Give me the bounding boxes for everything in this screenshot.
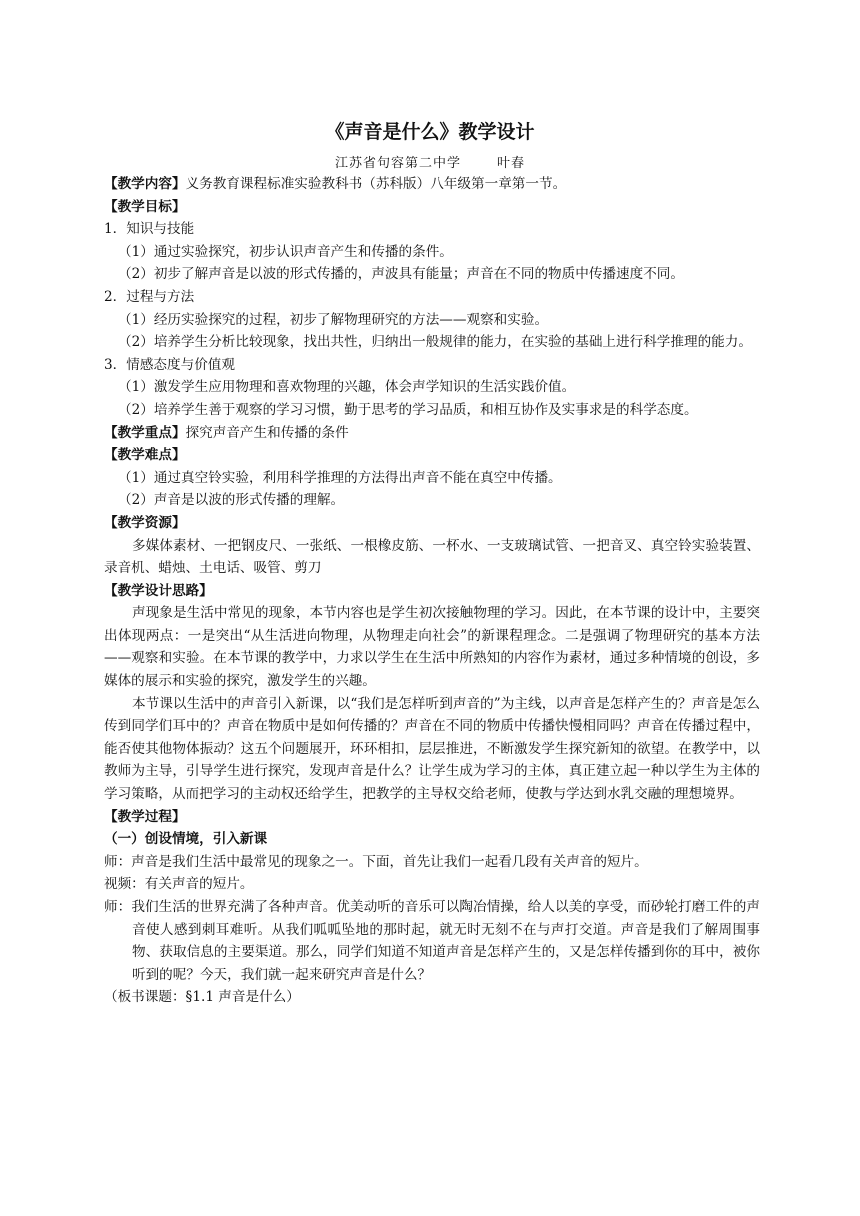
goal-1-item-1: （1）通过实验探究，初步认识声音产生和传播的条件。	[118, 243, 453, 260]
difficulty-heading: 【教学难点】	[104, 447, 186, 464]
key-point-text: 探究声音产生和传播的条件	[185, 424, 349, 441]
author-line	[0, 152, 860, 171]
video-line: 视频：有关声音的短片。	[104, 876, 254, 893]
teaching-content-heading: 【教学内容】	[104, 176, 186, 192]
teaching-content-line	[104, 173, 760, 196]
goal-3-heading: 3．情感态度与价值观	[104, 356, 235, 373]
goal-3-item-2: （2）培养学生善于观察的学习习惯，勤于思考的学习品质，和相互协作及实事求是的科学态度。	[118, 401, 698, 418]
teacher-line-2: 师：我们生活的世界充满了各种声音。优美动听的音乐可以陶冶情操，给人以美的享受，而砂轮打磨工件的声音使人感到刺耳难听。从我们呱呱坠地的那时起，就无时无刻不在与声打交道。声音是我们了解周围事物、获取信息的主要渠道。那么，同学们知道不知道声音是怎样产生的，又是怎样传播到你的耳中，被你听到的呢？今天，我们就一起来研究声音是什么？	[104, 899, 760, 983]
goal-3-item-1: （1）激发学生应用物理和喜欢物理的兴趣，体会声学知识的生活实践价值。	[118, 379, 576, 396]
goal-2-item-1: （1）经历实验探究的过程，初步了解物理研究的方法——观察和实验。	[118, 311, 549, 328]
process-heading: 【教学过程】	[104, 808, 186, 825]
design-idea-paragraph-2: 本节课以生活中的声音引入新课，以“我们是怎样听到声音的”为主线，以声音是怎样产生的？声音是怎么传到同学们耳中的？声音在物质中是如何传播的？声音在不同的物质中传播快慢相同吗？声音在传播过程中，能否使其他物体振动？这五个问题展开，环环相扣，层层推进，不断激发学生探究新知的欲望。在教学中，以教师为主导，引导学生进行探究，发现声音是什么？让学生成为学习的主体，真正建立起一种以学生为主体的学习策略，从而把学习的主动权还给学生，把教学的主导权交给老师，使教与学达到水乳交融的理想境界。	[104, 695, 760, 803]
resources-text: 多媒体素材、一把钢皮尺、一张纸、一根橡皮筋、一杯水、一支玻璃试管、一把音叉、真空铃实验装置、录音机、蜡烛、土电话、吸管、剪刀	[104, 537, 760, 577]
teacher-line-1: 师：声音是我们生活中最常见的现象之一。下面，首先让我们一起看几段有关声音的短片。	[104, 853, 648, 870]
process-section-1-heading: （一）创设情境，引入新课	[104, 831, 268, 848]
goal-2-item-2: （2）培养学生分析比较现象，找出共性，归纳出一般规律的能力，在实验的基础上进行科学推理的能力。	[118, 334, 752, 351]
teaching-content-text: 义务教育课程标准实验教科书（苏科版）八年级第一章第一节。	[185, 176, 567, 192]
difficulty-item-1: （1）通过真空铃实验，利用科学推理的方法得出声音不能在真空中传播。	[118, 469, 562, 486]
design-idea-paragraph-1: 声现象是生活中常见的现象，本节内容也是学生初次接触物理的学习。因此，在本节课的设计中，主要突出体现两点：一是突出“从生活进向物理，从物理走向社会”的新课程理念。二是强调了物理研究的基本方法——观察和实验。在本节课的教学中，力求以学生在生活中所熟知的内容作为素材，通过多种情境的创设，多媒体的展示和实验的探究，激发学生的兴趣。	[104, 605, 760, 690]
design-idea-heading: 【教学设计思路】	[104, 582, 213, 599]
author-name: 叶春	[497, 156, 526, 171]
resources-heading: 【教学资源】	[104, 514, 186, 531]
key-point-heading: 【教学重点】	[104, 424, 186, 441]
author-school: 江苏省句容第二中学	[334, 156, 461, 171]
difficulty-item-2: （2）声音是以波的形式传播的理解。	[118, 492, 345, 509]
teaching-goals-heading: 【教学目标】	[104, 198, 186, 215]
goal-1-heading: 1．知识与技能	[104, 221, 195, 238]
document-title: 《声音是什么》教学设计	[325, 121, 535, 143]
key-point-line	[104, 422, 760, 445]
goal-2-heading: 2．过程与方法	[104, 288, 195, 305]
goal-1-item-2: （2）初步了解声音是以波的形式传播的，声波具有能量；声音在不同的物质中传播速度不同。	[118, 266, 684, 283]
blackboard-title-line: （板书课题：§1.1 声音是什么）	[104, 989, 300, 1006]
document-body	[104, 173, 760, 1009]
